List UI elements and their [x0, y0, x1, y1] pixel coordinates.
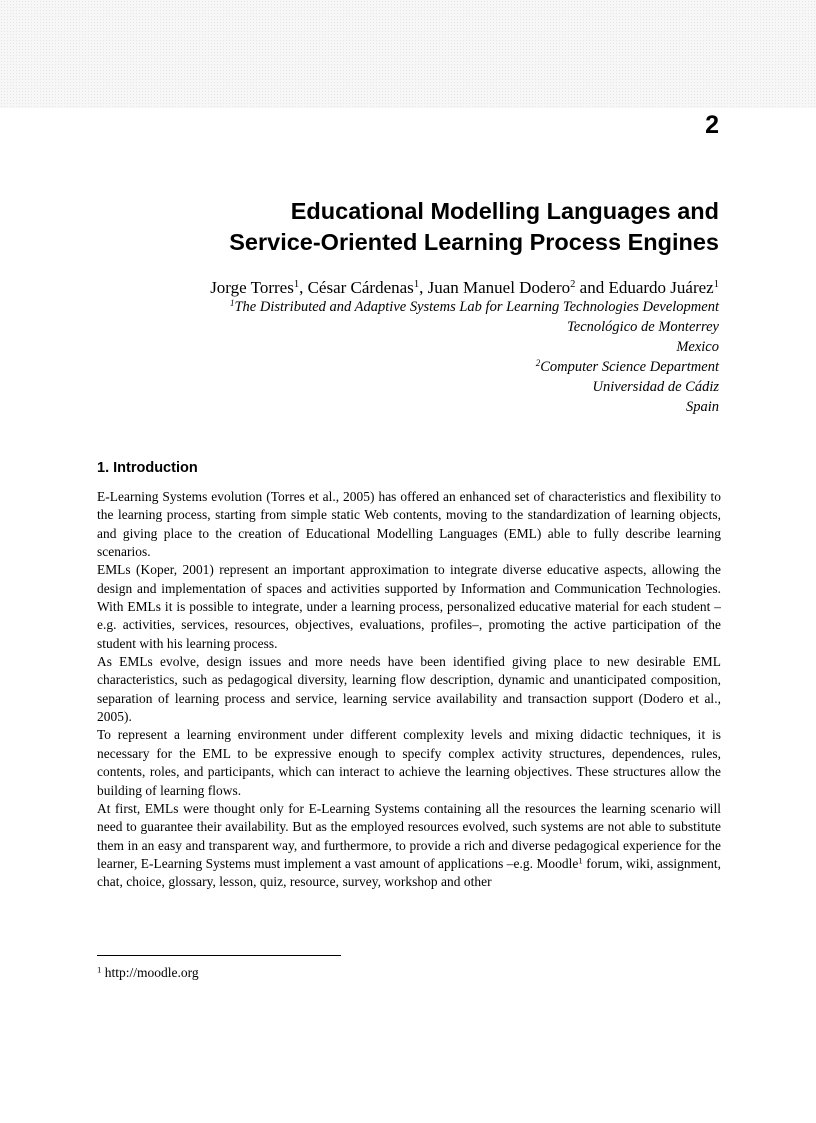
author-3: Juan Manuel Dodero [427, 278, 571, 297]
chapter-title-line-1: Educational Modelling Languages and [290, 198, 719, 224]
affiliation-lab [39, 297, 719, 317]
affiliation-department-name: Computer Science Department [540, 359, 719, 375]
footnote-marker: 1 [97, 964, 102, 975]
chapter-number: 2 [705, 111, 719, 139]
author-conjunction: and [579, 278, 605, 297]
author-1-affiliation-marker: 1 [293, 279, 300, 291]
footnote-reference: 1 [578, 855, 583, 866]
author-4: Eduardo Juárez [608, 278, 714, 297]
affiliation-institution-2: Universidad de Cádiz [592, 379, 719, 395]
affiliation-lab-name: The Distributed and Adaptive Systems Lab for Learning Technologies Development [234, 299, 719, 315]
paragraph-5-text-a: At first, EMLs were thought only for E-Learning Systems containing all the resources the learning scenario will need to guarantee their availability. But as the employed resources evolved, such systems are not able to substitute them in an easy and transparent way, and furthermore, to provide a rich and diverse pedagogical experience for the learner, E-Learning Systems must implement a vast amount of applications –e.g. Moodle [97, 800, 721, 871]
affiliation-2-marker: 2 [535, 358, 541, 369]
affiliation-1-marker: 1 [229, 298, 235, 309]
chapter-title-line-2: Service-Oriented Learning Process Engines [229, 229, 719, 255]
paragraph-5 [97, 800, 721, 892]
chapter-title [79, 196, 719, 258]
author-1: Jorge Torres [210, 278, 294, 297]
author-list: Jorge Torres$^1$, César Cárdenas$^1$, Juan Manuel Dodero$^2$ and Eduardo Juárez$^1$ [210, 278, 719, 297]
body-text [97, 488, 721, 936]
author-4-affiliation-marker: 1 [713, 279, 719, 291]
section-heading: 1. Introduction [97, 460, 198, 476]
paragraph-3: As EMLs evolve, design issues and more needs have been identified giving place to new desirable EML characteristics, such as pedagogical diversity, learning flow description, dynamic and unanticipated composition, separation of learning process and service, learning service availability and transaction support (Dodero et al., 2005). [97, 654, 721, 725]
footnote-url: http://moodle.org [101, 965, 199, 980]
affiliation-department [39, 357, 719, 377]
affiliation-country-2: Spain [685, 399, 719, 415]
paragraph-4: To represent a learning environment under different complexity levels and mixing didactic techniques, it is necessary for the EML to be expressive enough to specify complex activity structures, dependences, rules, contents, roles, and participants, which can interact to achieve the learning objectives. These structures allow the building of learning flows. [97, 727, 721, 798]
header-band [0, 0, 816, 108]
author-2-affiliation-marker: 1 [413, 279, 420, 291]
author-3-affiliation-marker: 2 [570, 279, 576, 291]
footnote-divider [97, 955, 341, 956]
footnote [97, 964, 199, 982]
paragraph-5-text-b: forum, wiki, assignment, chat, choice, glossary, lesson, quiz, resource, survey, workshop and other [97, 855, 721, 890]
paragraph-2: EMLs (Koper, 2001) represent an important approximation to integrate diverse educative aspects, allowing the design and implementation of spaces and activities supported by Information and Communication Technologies. With EMLs it is possible to integrate, under a learning process, personalized educative material for each student –e.g. activities, services, resources, objectives, evaluations, profiles–, promoting the active participation of the student with his learning process. [97, 562, 721, 651]
author-2: César Cárdenas [307, 278, 414, 297]
affiliation-country-1: Mexico [676, 339, 719, 355]
affiliation-institution-1: Tecnológico de Monterrey [567, 319, 719, 335]
affiliation-block [39, 297, 719, 417]
paragraph-1: E-Learning Systems evolution (Torres et al., 2005) has offered an enhanced set of characteristics and flexibility to the learning process, starting from simple static Web contents, moving to the standardization of learning objects, and giving place to the creation of Educational Modelling Languages (EML) able to fully describe learning scenarios. [97, 489, 721, 560]
